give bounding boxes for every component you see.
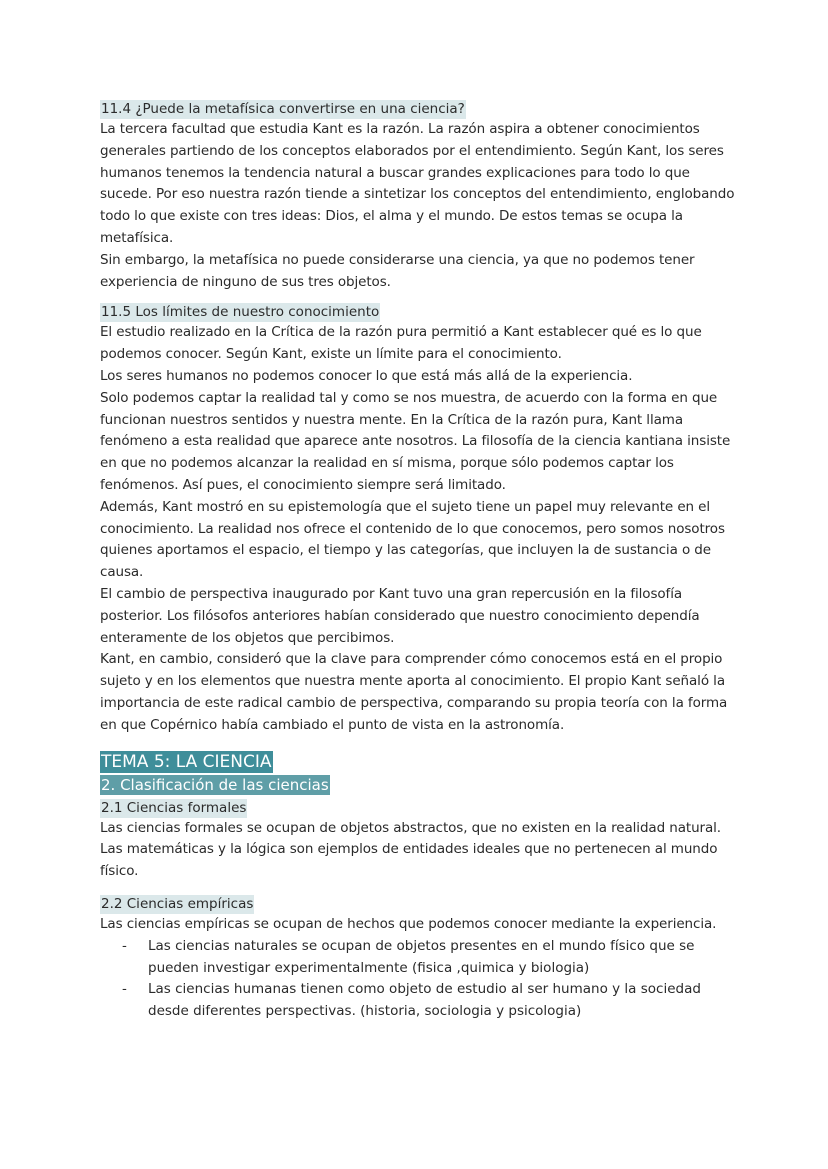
dash-bullet: -	[122, 981, 127, 998]
paragraph: La tercera facultad que estudia Kant es la razón. La razón aspira a obtener conocimientos generales partiendo de los conceptos elaborados por el entendimiento. Según Kant, los seres humanos tenemos la tendencia natural a buscar grandes explicaciones para todo lo que sucede. Por eso nuestra razón tiende a sintetizar los conceptos del entendimiento, englobando todo lo que existe con tres ideas: Dios, el alma y el mundo. De estos temas se ocupa la metafísica.	[100, 121, 735, 246]
dash-bullet: -	[122, 937, 127, 954]
list-item-text: Las ciencias naturales se ocupan de objetos presentes en el mundo físico que se pueden investigar experimentalmente (fisica ,quimica y biologia)	[148, 937, 695, 976]
paragraph: El cambio de perspectiva inaugurado por Kant tuvo una gran repercusión en la filosofía posterior. Los filósofos anteriores habían considerado que nuestro conocimiento dependía enteramente de los objetos que percibimos.	[100, 585, 700, 646]
tema-5	[100, 751, 740, 1023]
subsection-heading-empiricas: 2.2 Ciencias empíricas	[101, 895, 254, 912]
paragraph: Sin embargo, la metafísica no puede considerarse una ciencia, ya que no podemos tener experiencia de ninguno de sus tres objetos.	[100, 251, 695, 290]
section-heading-clasificacion: 2. Clasificación de las ciencias	[101, 775, 329, 794]
paragraph: Las ciencias empíricas se ocupan de hechos que podemos conocer mediante la experiencia.	[100, 915, 717, 932]
subsection-heading-formales: 2.1 Ciencias formales	[101, 799, 247, 816]
bullet-list	[100, 936, 740, 1023]
section-heading-11-4: 11.4 ¿Puede la metafísica convertirse en una ciencia?	[101, 101, 465, 117]
paragraph: Kant, en cambio, consideró que la clave para comprender cómo conocemos está en el propio sujeto y en los elementos que nuestra mente aporta al conocimiento. El propio Kant señaló la importancia de este radical cambio de perspectiva, comparando su propia teoría con la forma en que Copérnico había cambiado el punto de vista en la astronomía.	[100, 651, 728, 733]
paragraph: Las ciencias formales se ocupan de objetos abstractos, que no existen en la realidad natural. Las matemáticas y la lógica son ejemplos de entidades ideales que no pertenecen al mundo físico.	[100, 819, 721, 880]
section-11-5	[100, 301, 740, 736]
list-item	[122, 936, 740, 980]
tema-title: TEMA 5: LA CIENCIA	[101, 751, 272, 772]
paragraph: El estudio realizado en la Crítica de la razón pura permitió a Kant establecer qué es lo que podemos conocer. Según Kant, existe un límite para el conocimiento.	[100, 324, 702, 363]
paragraph: Además, Kant mostró en su epistemología que el sujeto tiene un papel muy relevante en el conocimiento. La realidad nos ofrece el contenido de lo que conocemos, pero somos nosotros quienes aportamos el espacio, el tiempo y las categorías, que incluyen la de sustancia o de causa.	[100, 498, 725, 581]
paragraph: Solo podemos captar la realidad tal y como se nos muestra, de acuerdo con la forma en que funcionan nuestros sentidos y nuestra mente. En la Crítica de la razón pura, Kant llama fenómeno a esta realidad que aparece ante nosotros. La filosofía de la ciencia kantiana insiste en que no podemos alcanzar la realidad en sí misma, porque sólo podemos captar los fenómenos. Así pues, el conocimiento siempre será limitado.	[100, 389, 731, 493]
list-item	[122, 979, 740, 1023]
section-11-4	[100, 98, 740, 293]
document-page	[100, 98, 740, 1023]
section-heading-11-5: 11.5 Los límites de nuestro conocimiento	[101, 304, 380, 321]
list-item-text: Las ciencias humanas tienen como objeto de estudio al ser humano y la sociedad desde diferentes perspectivas. (historia, sociologia y psicologia)	[148, 981, 701, 1020]
paragraph: Los seres humanos no podemos conocer lo que está más allá de la experiencia.	[100, 367, 633, 384]
